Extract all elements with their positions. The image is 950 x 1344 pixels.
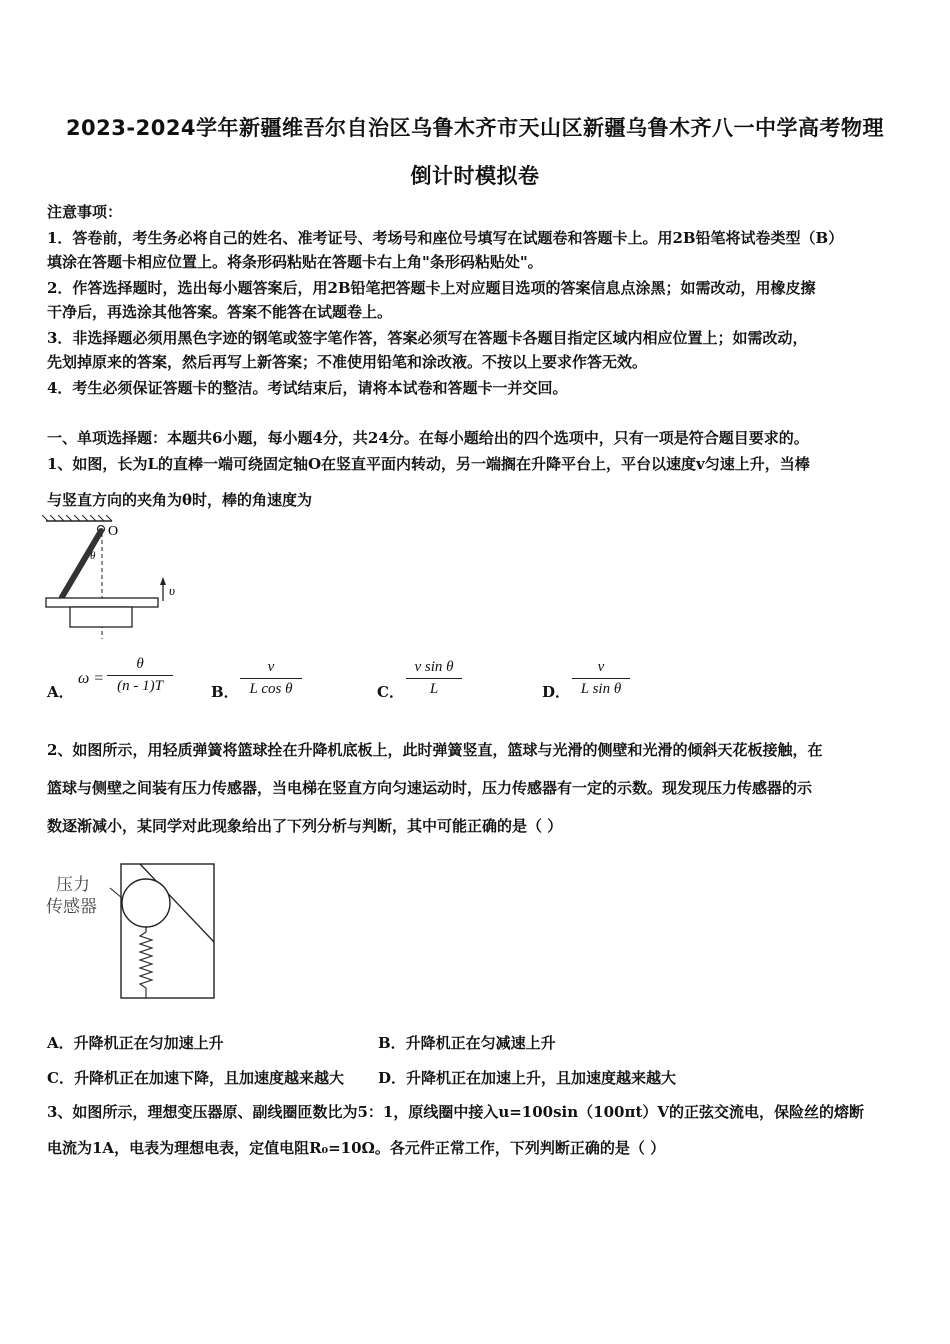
q2-option-d: D．升降机正在加速上升，且加速度越来越大	[378, 1069, 677, 1087]
notice-line: 3．非选择题必须用黑色字迹的钢笔或签字笔作答，答案必须写在答题卡各题目指定区域内相应位置上；如需改动，	[47, 329, 808, 347]
option-d-letter: D．	[542, 683, 571, 701]
fig-label-o: O	[108, 524, 119, 539]
question-1-figure	[40, 515, 200, 643]
page-title-line1: 2023-2024学年新疆维吾尔自治区乌鲁木齐市天山区新疆乌鲁木齐八一中学高考物理	[65, 116, 885, 140]
option-c-formula	[406, 659, 462, 698]
question-1-text: 1、如图，长为L的直棒一端可绕固定轴O在竖直平面内转动，另一端搁在升降平台上，平台以速度v匀速上升，当棒	[47, 455, 810, 473]
sensor-label-line1: 压力	[56, 875, 90, 895]
q2-option-a: A．升降机正在匀加速上升	[47, 1034, 224, 1052]
notice-line: 2．作答选择题时，选出每小题答案后，用2B铅笔把答题卡上对应题目选项的答案信息点涂黑；如需改动，用橡皮擦	[47, 279, 816, 297]
option-c-letter: C．	[377, 683, 404, 701]
section-heading: 一、单项选择题：本题共6小题，每小题4分，共24分。在每小题给出的四个选项中，只有一项是符合题目要求的。	[47, 429, 809, 447]
notice-line: 干净后，再选涂其他答案。答案不能答在试题卷上。	[47, 303, 393, 321]
q2-option-c: C．升降机正在加速下降，且加速度越来越大	[47, 1069, 344, 1087]
question-2-figure	[40, 860, 220, 1004]
option-c-numerator: v sin θ	[414, 659, 454, 675]
option-b-numerator: v	[267, 659, 275, 675]
question-3-text: 3、如图所示，理想变压器原、副线圈匝数比为5：1，原线圈中接入u=100sin（100πt）V的正弦交流电，保险丝的熔断	[47, 1103, 865, 1121]
option-a-letter: A．	[47, 683, 74, 701]
option-d-denominator: L sin θ	[580, 681, 622, 697]
option-a-numerator: θ	[136, 656, 144, 672]
option-a-lhs: ω =	[78, 670, 105, 687]
question-2-text: 数逐渐减小，某同学对此现象给出了下列分析与判断，其中可能正确的是（ ）	[47, 817, 563, 835]
notice-line: 4．考生必须保证答题卡的整洁。考试结束后，请将本试卷和答题卡一并交回。	[47, 379, 568, 397]
option-c-denominator: L	[429, 681, 439, 697]
option-b-formula	[240, 659, 302, 698]
question-1-text: 与竖直方向的夹角为θ时，棒的角速度为	[47, 491, 313, 509]
notice-line: 先划掉原来的答案，然后再写上新答案；不准使用铅笔和涂改液。不按以上要求作答无效。	[47, 353, 648, 371]
option-d-formula	[572, 659, 630, 698]
notice-heading: 注意事项：	[47, 203, 123, 221]
option-a-formula	[107, 656, 173, 695]
fig-label-theta: θ	[90, 550, 96, 562]
notice-line: 1．答卷前，考生务必将自己的姓名、准考证号、考场号和座位号填写在试题卷和答题卡上。用2B铅笔将试卷类型（B）	[47, 229, 844, 247]
q2-option-b: B．升降机正在匀减速上升	[378, 1034, 556, 1052]
notice-line: 填涂在答题卡相应位置上。将条形码粘贴在答题卡右上角"条形码粘贴处"。	[47, 253, 543, 271]
option-b-letter: B．	[211, 683, 239, 701]
question-3-text: 电流为1A，电表为理想电表，定值电阻R₀=10Ω。各元件正常工作，下列判断正确的是（ ）	[47, 1139, 666, 1157]
question-2-text: 篮球与侧壁之间装有压力传感器，当电梯在竖直方向匀速运动时，压力传感器有一定的示数。现发现压力传感器的示	[47, 779, 813, 797]
fig-label-v: υ	[169, 583, 175, 598]
option-b-denominator: L cos θ	[249, 681, 293, 697]
option-d-numerator: v	[597, 659, 605, 675]
option-a-denominator: (n - 1)T	[117, 678, 163, 694]
question-2-text: 2、如图所示，用轻质弹簧将篮球拴在升降机底板上，此时弹簧竖直，篮球与光滑的侧壁和光滑的倾斜天花板接触，在	[47, 741, 823, 759]
page-title-line2: 倒计时模拟卷	[410, 164, 540, 188]
sensor-label-line2: 传感器	[46, 897, 97, 917]
